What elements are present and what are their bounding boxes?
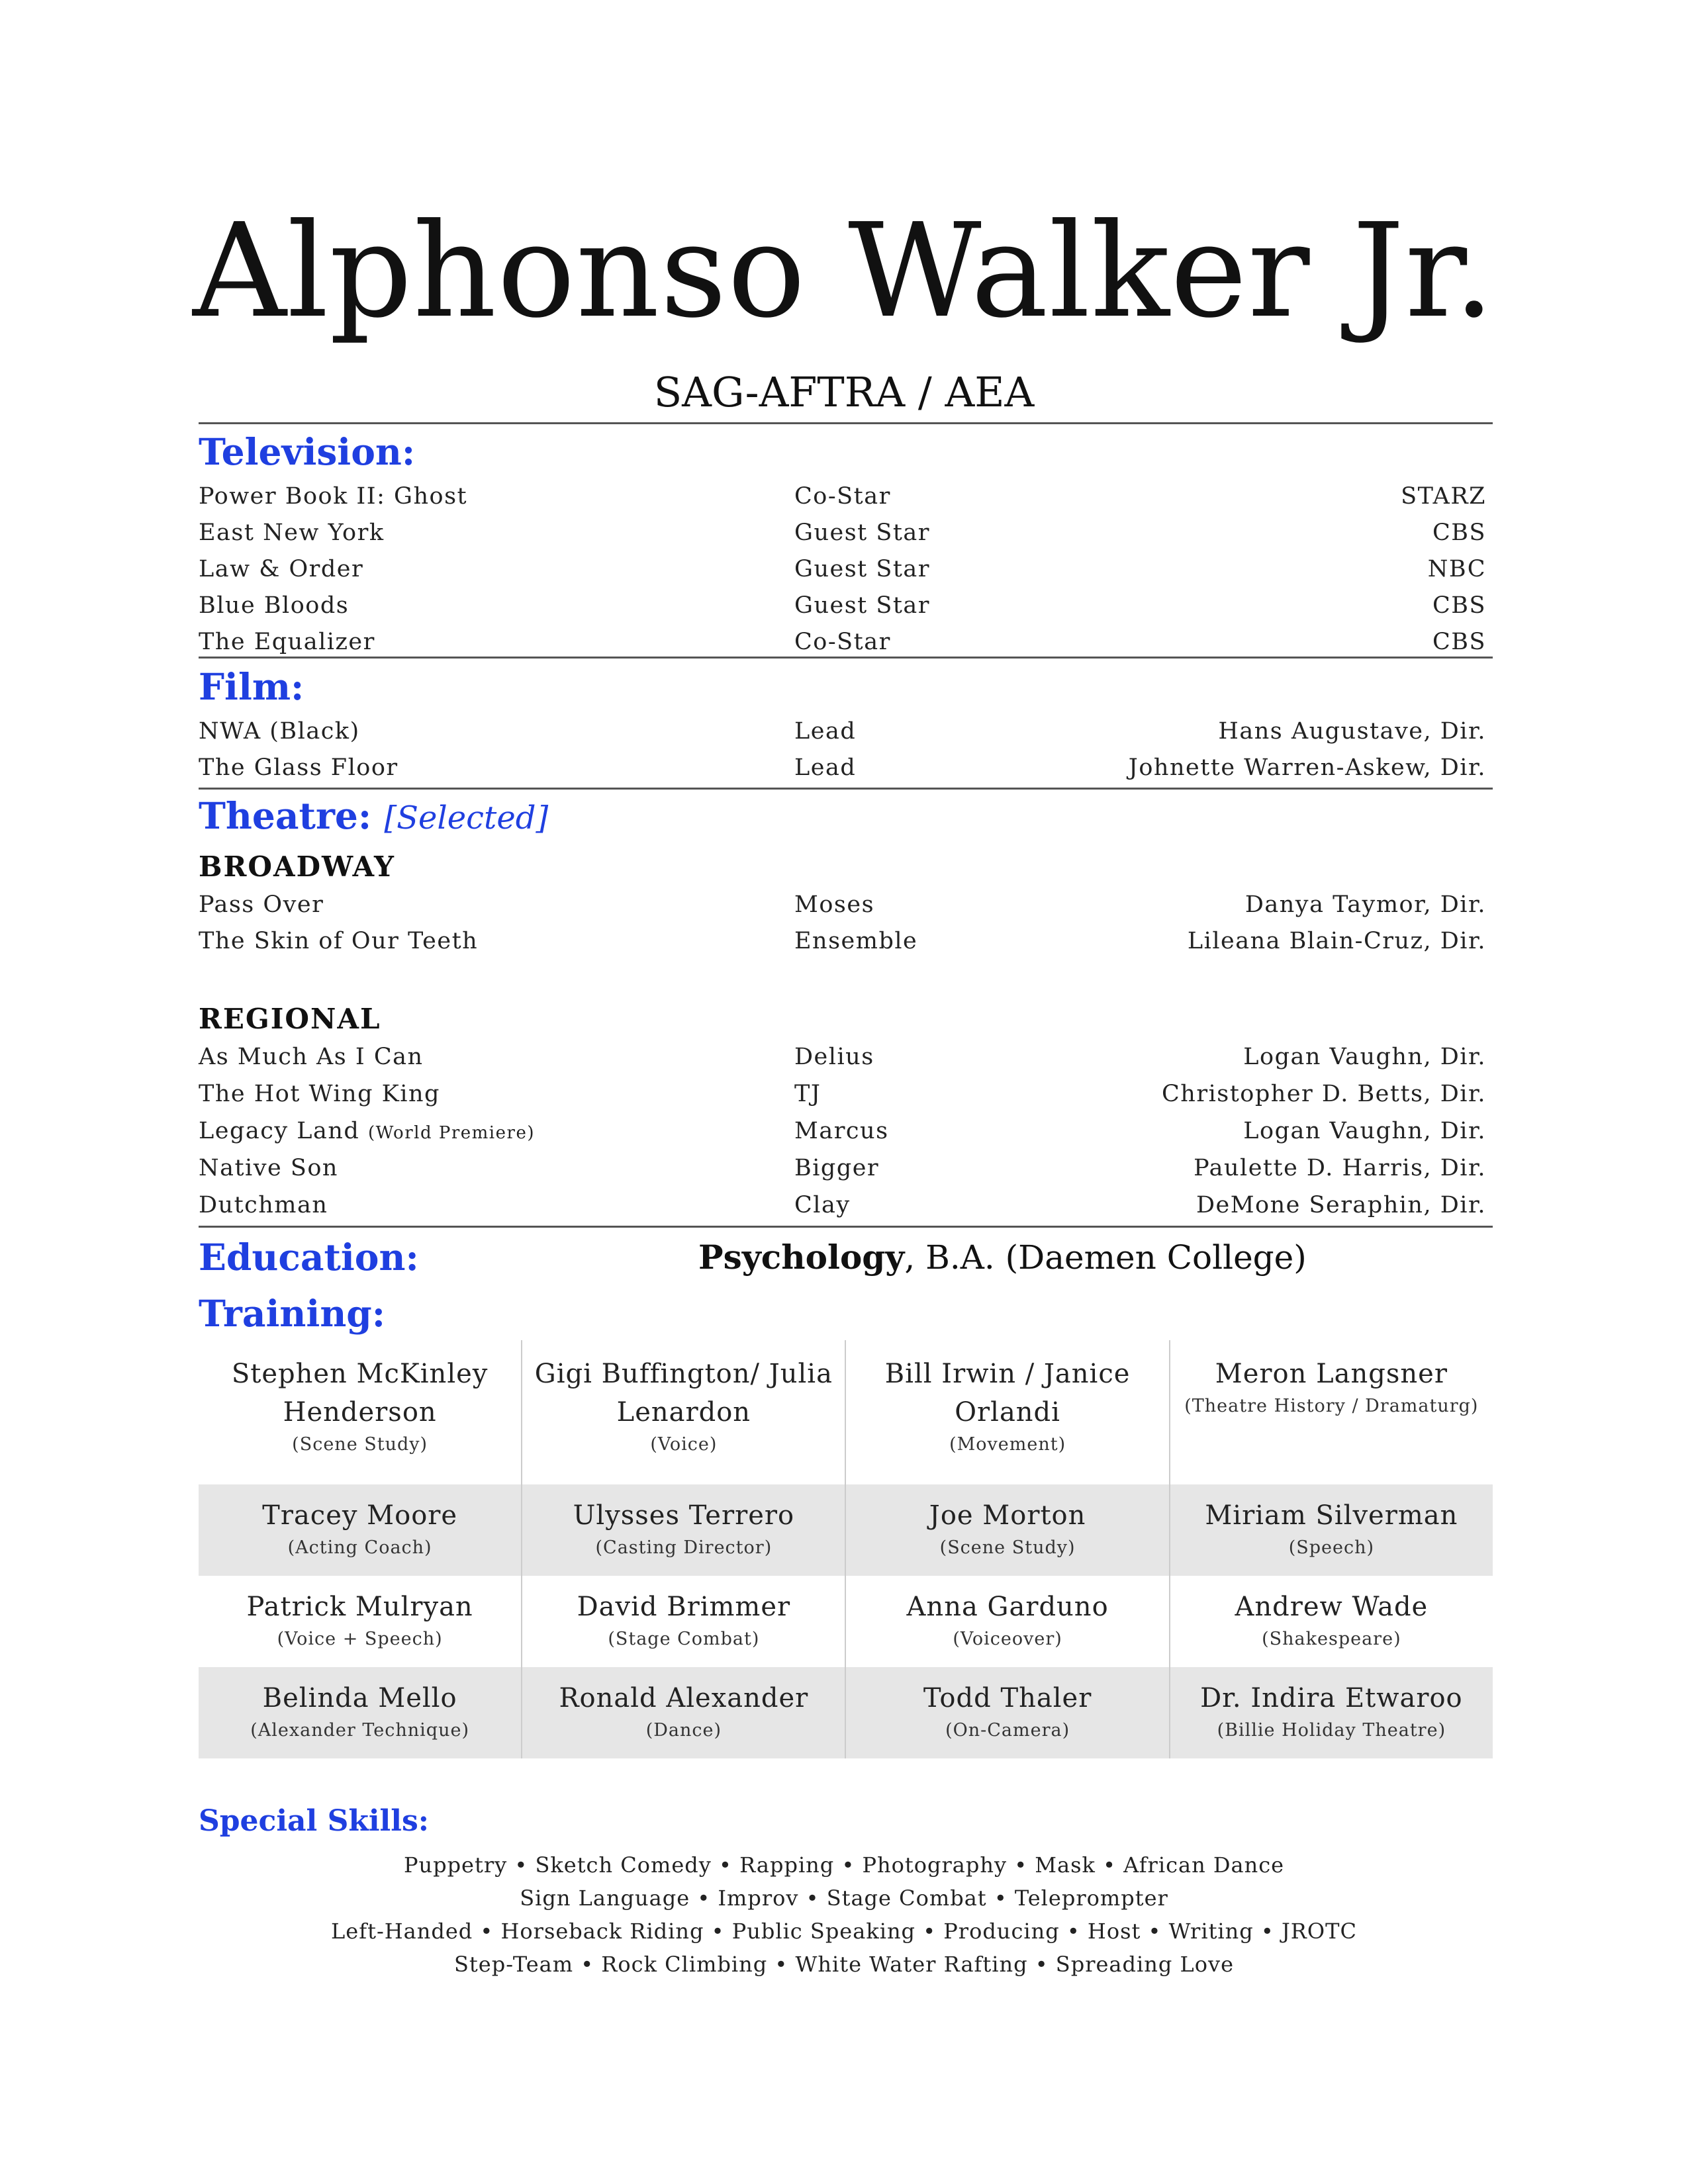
training-topic: (Movement): [949, 1434, 1066, 1455]
training-grid: [199, 1340, 1493, 1758]
instructor-name: Meron Langsner: [1215, 1359, 1448, 1389]
section-heading-training: Training:: [199, 1292, 386, 1335]
credit-title-text: Legacy Land: [199, 1118, 360, 1144]
instructor-name: David Brimmer: [577, 1592, 791, 1622]
training-topic: (Theatre History / Dramaturg): [1184, 1396, 1479, 1416]
training-cell: [522, 1667, 845, 1758]
credit-row: [199, 923, 1493, 959]
training-cell: [522, 1484, 845, 1576]
credit-role: Lead: [794, 718, 857, 745]
credit-role: Co-Star: [794, 629, 891, 655]
credit-role: Guest Star: [794, 592, 931, 619]
instructor-name: Andrew Wade: [1235, 1592, 1429, 1622]
training-row: [199, 1340, 1493, 1484]
divider: [199, 1226, 1493, 1228]
actor-name: Alphonso Walker Jr.: [193, 196, 1495, 347]
credit-network: NBC: [1427, 556, 1486, 582]
training-cell: [522, 1576, 845, 1667]
section-heading-education: Education:: [199, 1236, 419, 1279]
training-topic: (Stage Combat): [608, 1629, 760, 1649]
credit-role: TJ: [794, 1081, 821, 1107]
credit-row: [199, 713, 1493, 749]
credit-title: Native Son: [199, 1155, 338, 1181]
credit-role: Lead: [794, 754, 857, 781]
credit-director: Danya Taymor, Dir.: [1244, 891, 1486, 918]
instructor-name: Miriam Silverman: [1205, 1500, 1458, 1531]
skills-line: Sign Language • Improv • Stage Combat • Teleprompter: [520, 1886, 1168, 1911]
credit-network: STARZ: [1401, 483, 1486, 510]
credit-role: Guest Star: [794, 520, 931, 546]
divider: [199, 422, 1493, 424]
credit-director: Lileana Blain-Cruz, Dir.: [1187, 928, 1486, 954]
credit-director: Christopher D. Betts, Dir.: [1162, 1081, 1486, 1107]
credit-row: [199, 515, 1493, 551]
instructor-name: Bill Irwin / Janice Orlandi: [884, 1359, 1131, 1428]
credit-row: [199, 750, 1493, 786]
credit-role: Co-Star: [794, 483, 891, 510]
training-topic: (Voice): [650, 1434, 718, 1455]
credit-title-note: (World Premiere): [367, 1123, 535, 1143]
instructor-name: Todd Thaler: [923, 1683, 1092, 1713]
instructor-name: Gigi Buffington/ Julia Lenardon: [534, 1359, 833, 1428]
credit-title: NWA (Black): [199, 718, 360, 745]
section-heading-television: Television:: [199, 430, 416, 473]
training-cell: [845, 1484, 1169, 1576]
instructor-name: Joe Morton: [929, 1500, 1086, 1531]
credit-director: Paulette D. Harris, Dir.: [1194, 1155, 1486, 1181]
credit-row: [199, 478, 1493, 514]
training-topic: (Speech): [1288, 1537, 1375, 1558]
credit-row: [199, 1187, 1493, 1223]
credit-row: [199, 624, 1493, 660]
training-cell: [522, 1340, 845, 1484]
training-topic: (On-Camera): [945, 1720, 1070, 1741]
training-topic: (Billie Holiday Theatre): [1217, 1720, 1446, 1741]
credit-role: Guest Star: [794, 556, 931, 582]
credit-row: [199, 588, 1493, 623]
credit-title: The Skin of Our Teeth: [199, 928, 479, 954]
training-cell: [199, 1340, 522, 1484]
training-cell: [845, 1667, 1169, 1758]
training-cell: [1170, 1576, 1493, 1667]
training-topic: (Scene Study): [939, 1537, 1076, 1558]
section-heading-theatre: [199, 793, 548, 841]
training-topic: (Dance): [645, 1720, 722, 1741]
instructor-name: Dr. Indira Etwaroo: [1200, 1683, 1463, 1713]
skills-line: Step-Team • Rock Climbing • White Water Rafting • Spreading Love: [453, 1952, 1235, 1977]
credit-title: Pass Over: [199, 891, 324, 918]
union-affiliations: SAG-AFTRA / AEA: [653, 368, 1035, 416]
training-row: [199, 1667, 1493, 1758]
credit-network: CBS: [1432, 592, 1486, 619]
credit-row: [199, 1039, 1493, 1075]
credit-row: [199, 1076, 1493, 1112]
credit-director: Logan Vaughn, Dir.: [1243, 1044, 1486, 1070]
skills-line: Puppetry • Sketch Comedy • Rapping • Photography • Mask • African Dance: [403, 1852, 1285, 1878]
section-heading-special-skills: Special Skills:: [199, 1804, 430, 1838]
training-row: [199, 1576, 1493, 1667]
credit-title: The Hot Wing King: [199, 1081, 440, 1107]
credit-title: [199, 1113, 535, 1151]
credit-role: Bigger: [794, 1155, 880, 1181]
credit-title: Law & Order: [199, 556, 364, 582]
training-topic: (Casting Director): [595, 1537, 773, 1558]
skills-line: Left-Handed • Horseback Riding • Public Speaking • Producing • Host • Writing • JROTC: [331, 1919, 1357, 1944]
credit-title: East New York: [199, 520, 385, 546]
credit-row: [199, 551, 1493, 587]
education-degree: Psychology: [698, 1238, 905, 1277]
instructor-name: Stephen McKinley Henderson: [231, 1359, 489, 1428]
training-topic: (Scene Study): [292, 1434, 428, 1455]
instructor-name: Patrick Mulryan: [246, 1592, 473, 1622]
instructor-name: Ulysses Terrero: [573, 1500, 795, 1531]
training-topic: (Acting Coach): [287, 1537, 432, 1558]
training-cell: [845, 1340, 1169, 1484]
instructor-name: Belinda Mello: [262, 1683, 457, 1713]
credit-director: Johnette Warren-Askew, Dir.: [1128, 754, 1486, 781]
credit-title: The Glass Floor: [199, 754, 399, 781]
subheading-broadway: BROADWAY: [199, 850, 395, 883]
section-heading-film: Film:: [199, 665, 305, 708]
credit-title: The Equalizer: [199, 629, 375, 655]
training-cell: [845, 1576, 1169, 1667]
training-cell: [1170, 1667, 1493, 1758]
training-topic: (Alexander Technique): [250, 1720, 469, 1741]
instructor-name: Anna Garduno: [906, 1592, 1109, 1622]
selected-note: [Selected]: [384, 799, 549, 837]
education-entry: [698, 1234, 1307, 1281]
divider: [199, 788, 1493, 790]
credit-title: Dutchman: [199, 1192, 328, 1218]
training-row: [199, 1484, 1493, 1576]
credit-title: Blue Bloods: [199, 592, 350, 619]
credit-director: DeMone Seraphin, Dir.: [1196, 1192, 1486, 1218]
training-cell: [199, 1484, 522, 1576]
credit-network: CBS: [1432, 520, 1486, 546]
training-topic: (Shakespeare): [1262, 1629, 1401, 1649]
instructor-name: Ronald Alexander: [559, 1683, 809, 1713]
credit-role: Ensemble: [794, 928, 918, 954]
credit-row: [199, 1113, 1493, 1149]
section-heading-text: Theatre:: [199, 794, 372, 837]
credit-title: As Much As I Can: [199, 1044, 424, 1070]
subheading-regional: REGIONAL: [199, 1003, 381, 1035]
credit-title: Power Book II: Ghost: [199, 483, 468, 510]
credit-row: [199, 887, 1493, 923]
training-cell: [1170, 1484, 1493, 1576]
training-topic: (Voice + Speech): [277, 1629, 443, 1649]
training-cell: [199, 1576, 522, 1667]
credit-director: Logan Vaughn, Dir.: [1243, 1118, 1486, 1144]
credit-network: CBS: [1432, 629, 1486, 655]
credit-role: Clay: [794, 1192, 851, 1218]
credit-role: Delius: [794, 1044, 874, 1070]
education-detail: , B.A. (Daemen College): [904, 1238, 1307, 1277]
training-cell: [1170, 1340, 1493, 1484]
divider: [199, 657, 1493, 659]
training-topic: (Voiceover): [953, 1629, 1062, 1649]
instructor-name: Tracey Moore: [262, 1500, 458, 1531]
credit-role: Marcus: [794, 1118, 889, 1144]
training-cell: [199, 1667, 522, 1758]
credit-row: [199, 1150, 1493, 1186]
credit-director: Hans Augustave, Dir.: [1218, 718, 1486, 745]
credit-role: Moses: [794, 891, 875, 918]
